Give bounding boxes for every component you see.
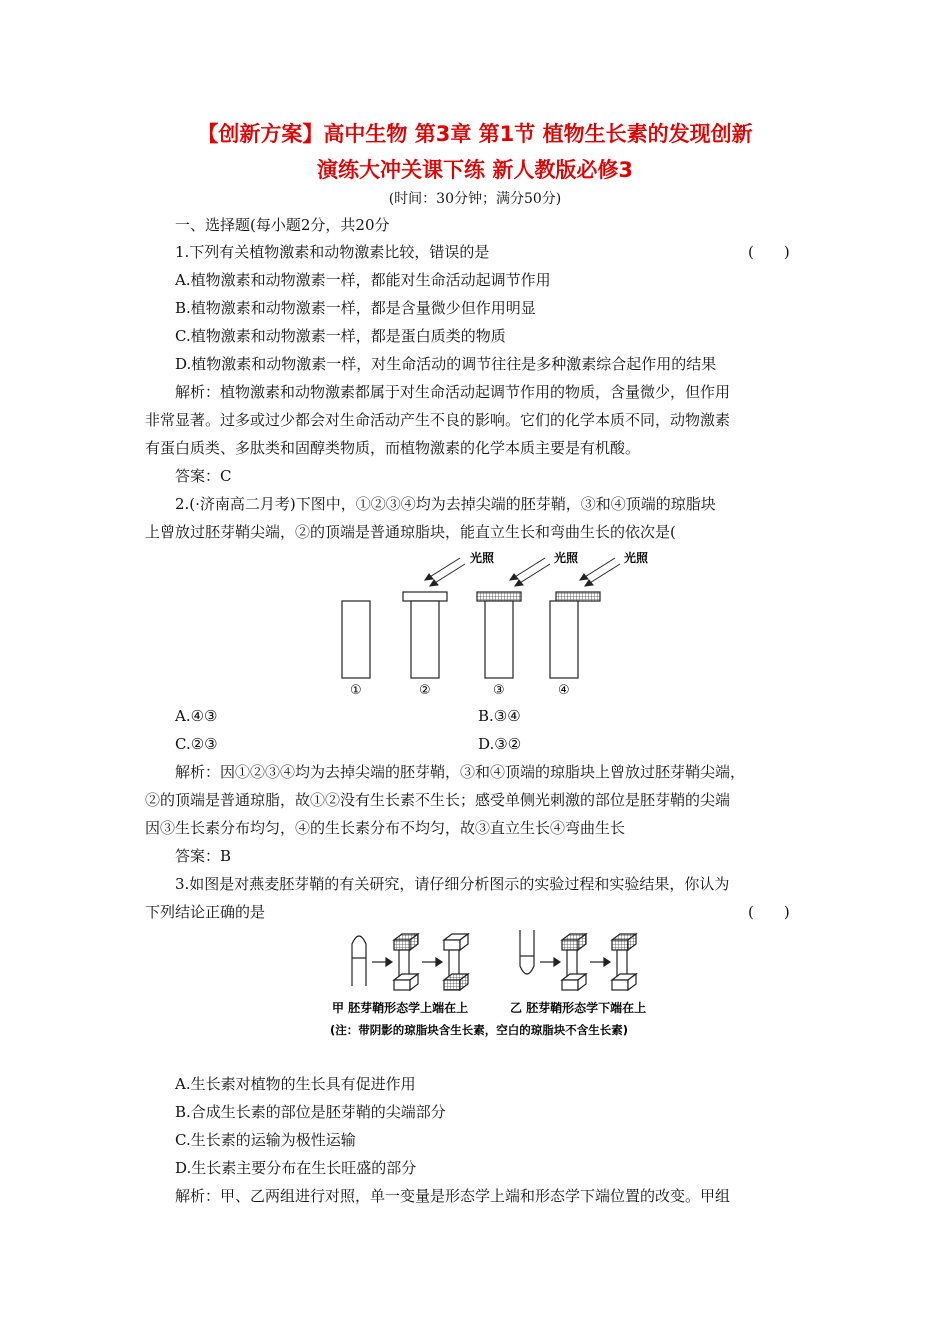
doc-meta: (时间：30分钟；满分50分)	[388, 191, 562, 207]
coleoptile-1	[342, 601, 370, 678]
fig-label-2: ②	[419, 683, 431, 698]
light-label-1: 光照	[470, 551, 495, 565]
q2-option-b: B.③④	[478, 707, 521, 725]
q1-bracket: ( )	[748, 243, 790, 261]
q1-option-d: D.植物激素和动物激素一样，对生命活动的调节往往是多种激素综合起作用的结果	[175, 355, 717, 373]
q3-option-c: C.生长素的运输为极性运输	[175, 1131, 356, 1149]
figure-note: (注：带阴影的琼脂块含生长素，空白的琼脂块不含生长素)	[330, 1023, 629, 1037]
q2-figure	[330, 548, 660, 700]
q1-answer: 答案：C	[175, 467, 232, 485]
agar-block-2	[403, 592, 447, 601]
doc-title-line2: 演练大冲关课下练 新人教版必修3	[317, 158, 633, 182]
agar-block-3	[477, 592, 521, 601]
light-label-2: 光照	[554, 551, 579, 565]
caption-jia: 甲 胚芽鞘形态学上端在上	[332, 1001, 469, 1015]
q2-stem-line2: 上曾放过胚芽鞘尖端，②的顶端是普通琼脂块，能直立生长和弯曲生长的依次是(	[145, 523, 676, 541]
q2-answer: 答案：B	[175, 847, 232, 865]
q3-option-b: B.合成生长素的部位是胚芽鞘的尖端部分	[175, 1103, 446, 1121]
fig-label-4: ④	[558, 683, 570, 698]
jia-coleoptile	[352, 936, 366, 986]
q2-option-c: C.②③	[175, 735, 218, 753]
light-arrows	[425, 558, 620, 586]
q2-analysis-line2: ②的顶端是普通琼脂，故①②没有生长素不生长；感受单侧光刺激的部位是胚芽鞘的尖端	[145, 791, 731, 809]
doc-title-line1: 【创新方案】高中生物 第3章 第1节 植物生长素的发现创新	[197, 122, 753, 146]
fig-label-1: ①	[350, 683, 362, 698]
q3-stem-line2: 下列结论正确的是	[145, 903, 266, 921]
q2-stem-line1: 2.(·济南高二月考)下图中，①②③④均为去掉尖端的胚芽鞘，③和④顶端的琼脂块	[175, 495, 716, 513]
q2-analysis-line3: 因③生长素分布均匀，④的生长素分布不均匀，故③直立生长④弯曲生长	[145, 819, 626, 837]
q1-option-c: C.植物激素和动物激素一样，都是蛋白质类的物质	[175, 327, 506, 345]
q3-bracket: ( )	[748, 903, 790, 921]
q1-option-a: A.植物激素和动物激素一样，都能对生命活动起调节作用	[175, 271, 551, 289]
yi-coleoptile	[520, 930, 534, 974]
q3-analysis-line1: 解析：甲、乙两组进行对照，单一变量是形态学上端和形态学下端位置的改变。甲组	[175, 1187, 731, 1205]
q1-analysis-line2: 非常显著。过多或过少都会对生命活动产生不良的影响。它们的化学本质不同，动物激素	[145, 411, 731, 429]
agar-block-4	[556, 592, 600, 601]
q1-analysis-line3: 有蛋白质类、多肽类和固醇类物质，而植物激素的化学本质主要是有机酸。	[145, 439, 641, 457]
q1-stem: 1.下列有关植物激素和动物激素比较，错误的是	[175, 243, 490, 261]
q3-option-d: D.生长素主要分布在生长旺盛的部分	[175, 1159, 417, 1177]
fig-label-3: ③	[493, 683, 505, 698]
coleoptile-2	[411, 601, 439, 678]
q3-figure	[330, 926, 670, 1044]
coleoptile-3	[485, 601, 513, 678]
section-heading: 一、选择题(每小题2分，共20分	[175, 216, 390, 234]
coleoptile-4	[550, 601, 578, 678]
q2-analysis-line1: 解析：因①②③④均为去掉尖端的胚芽鞘，③和④顶端的琼脂块上曾放过胚芽鞘尖端，	[175, 763, 746, 781]
light-label-3: 光照	[624, 551, 649, 565]
q3-option-a: A.生长素对植物的生长具有促进作用	[175, 1075, 416, 1093]
caption-yi: 乙 胚芽鞘形态学下端在上	[510, 1001, 647, 1015]
q1-analysis-line1: 解析：植物激素和动物激素都属于对生命活动起调节作用的物质，含量微少，但作用	[175, 383, 731, 401]
q2-option-a: A.④③	[175, 707, 218, 725]
q2-option-d: D.③②	[478, 735, 522, 753]
q1-option-b: B.植物激素和动物激素一样，都是含量微少但作用明显	[175, 299, 536, 317]
q3-stem-line1: 3.如图是对燕麦胚芽鞘的有关研究，请仔细分析图示的实验过程和实验结果，你认为	[175, 875, 730, 893]
